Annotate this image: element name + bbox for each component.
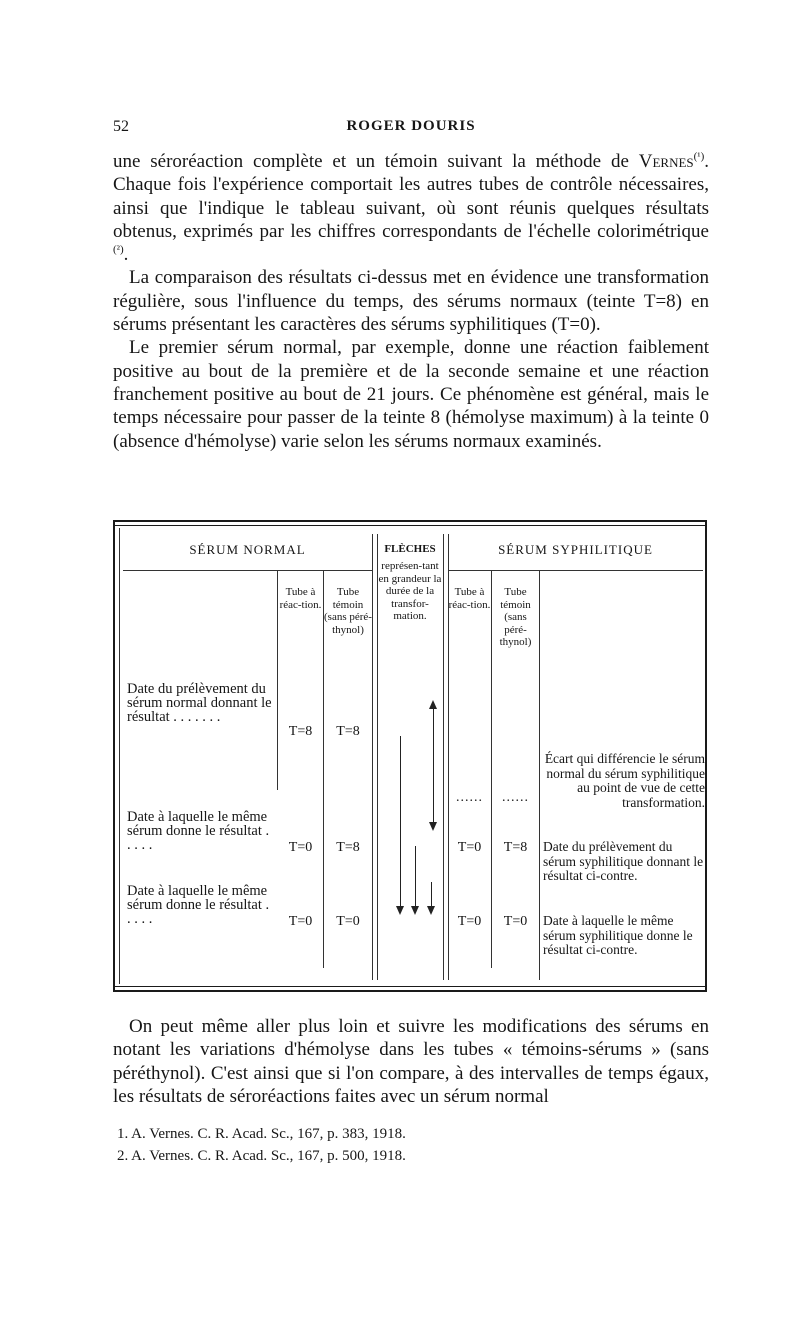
body-text-top <box>113 150 709 453</box>
header-tube-reaction-syph: Tube à réac-tion. <box>448 586 491 611</box>
arrow-3-down-icon <box>427 906 435 915</box>
paragraph-3: Le premier sérum normal, par exemple, donne une réaction faiblement positive au bout de la première et de la seconde semaine et une réaction franchement positive au bout de 21 jours. Ce phénomène est général, mais le temps nécessaire pour passer de la teinte 8 (hémolyse maximum) à la teinte 0 (absence d'hémolyse) varie selon les sérums normaux examinés. <box>113 337 709 452</box>
page-number: 52 <box>113 118 129 135</box>
row-2-syph-reaction: T=0 <box>457 840 482 855</box>
header-fleches-sub: représen-tant en grandeur la durée de la transfor-mation. <box>378 560 442 622</box>
arrow-up-icon <box>429 700 437 709</box>
row-3-syph-temoin: T=0 <box>503 914 528 929</box>
arrow-ecart-line <box>433 708 434 828</box>
arrow-2-down-icon <box>411 906 419 915</box>
footnote-1: 1. A. Vernes. C. R. Acad. Sc., 167, p. 383, 1918. <box>117 1126 406 1142</box>
paragraph-1-text-a: une séroréaction complète et un témoin suivant la méthode de <box>113 151 629 172</box>
arrow-1-down-icon <box>396 906 404 915</box>
row-3-syph-reaction: T=0 <box>457 914 482 929</box>
table-left-rule <box>119 528 120 984</box>
header-tube-temoin-syph: Tube témoin (sans péré-thynol) <box>499 586 532 648</box>
col-divider-3 <box>372 534 373 980</box>
paragraph-1 <box>113 150 709 266</box>
table-top-rule <box>115 525 705 526</box>
row-3-normal-reaction: T=0 <box>288 914 313 929</box>
ecart-note: Écart qui différencie le sérum normal du sérum syphilitique au point de vue de cette transformation. <box>544 751 705 810</box>
row-1-normal-reaction: T=8 <box>288 724 313 739</box>
row-1-normal-temoin: T=8 <box>336 724 360 739</box>
page-header <box>113 118 709 140</box>
col-divider-6 <box>539 570 540 980</box>
row-2-syph-temoin: T=8 <box>503 840 528 855</box>
table-bottom-rule <box>115 986 705 987</box>
arrow-down-icon <box>429 822 437 831</box>
running-head: ROGER DOURIS <box>346 118 476 134</box>
row-3-note: Date à laquelle le même sérum syphilitique donne le résultat ci-contre. <box>543 913 693 957</box>
header-tube-temoin-normal: Tube témoin (sans péré-thynol) <box>324 586 372 636</box>
header-tube-reaction-normal: Tube à réac-tion. <box>279 586 322 611</box>
row-3-normal-temoin: T=0 <box>336 914 360 929</box>
footnote-ref-1[interactable]: (¹) <box>693 150 705 163</box>
results-table <box>113 520 707 992</box>
paragraph-1-end: . <box>123 244 129 266</box>
header-serum-normal: SÉRUM NORMAL <box>189 542 306 557</box>
row-2-normal-temoin: T=8 <box>336 840 360 855</box>
syph-group-rule <box>448 570 703 571</box>
row-2-label: Date à laquelle le même sérum donne le résultat . . . . . <box>127 809 270 853</box>
dots-syph-reaction: ...... <box>456 790 483 805</box>
paragraph-1-text-b: . Chaque fois l'expérience comportait les autres tubes de contrôle nécessaires, ainsi que l'indique le tableau suivant, où sont réunis quelques résultats obtenus, exprimés par les chiffres correspondants de l'échelle colorimétrique <box>113 151 710 242</box>
body-text-bottom <box>113 1015 709 1108</box>
arrow-2-line <box>415 846 416 908</box>
paragraph-2: La comparaison des résultats ci-dessus met en évidence une transformation régulière, sous l'influence du temps, des sérums normaux (teinte T=8) en sérums présentant les caractères des sérums syphilitiques (T=0). <box>113 267 709 336</box>
row-2-normal-reaction: T=0 <box>288 840 313 855</box>
footnotes <box>113 1123 709 1167</box>
arrow-1-line <box>400 736 401 908</box>
header-serum-syphilitique: SÉRUM SYPHILITIQUE <box>498 542 653 557</box>
dots-syph-temoin: ...... <box>502 790 529 805</box>
header-fleches: FLÈCHES <box>384 543 436 555</box>
arrow-3-line <box>431 882 432 908</box>
author-vernes: Vernes <box>638 151 694 172</box>
row-2-note: Date du prélèvement du sérum syphilitique donnant le résultat ci-contre. <box>543 839 704 883</box>
col-divider-4 <box>443 534 444 980</box>
footnote-ref-2[interactable]: (²) <box>113 243 124 256</box>
normal-group-rule <box>123 570 372 571</box>
row-1-label: Date du prélèvement du sérum normal donnant le résultat . . . . . . . <box>127 681 272 725</box>
paragraph-4: On peut même aller plus loin et suivre les modifications des sérums en notant les variations d'hémolyse dans les tubes « témoins-sérums » (sans péréthynol). C'est ainsi que si l'on compare, à des intervalles de temps égaux, les résultats de séroréactions faites avec un sérum normal <box>113 1016 709 1107</box>
footnote-2: 2. A. Vernes. C. R. Acad. Sc., 167, p. 500, 1918. <box>117 1148 406 1164</box>
row-3-label: Date à laquelle le même sérum donne le résultat . . . . . <box>127 883 270 927</box>
